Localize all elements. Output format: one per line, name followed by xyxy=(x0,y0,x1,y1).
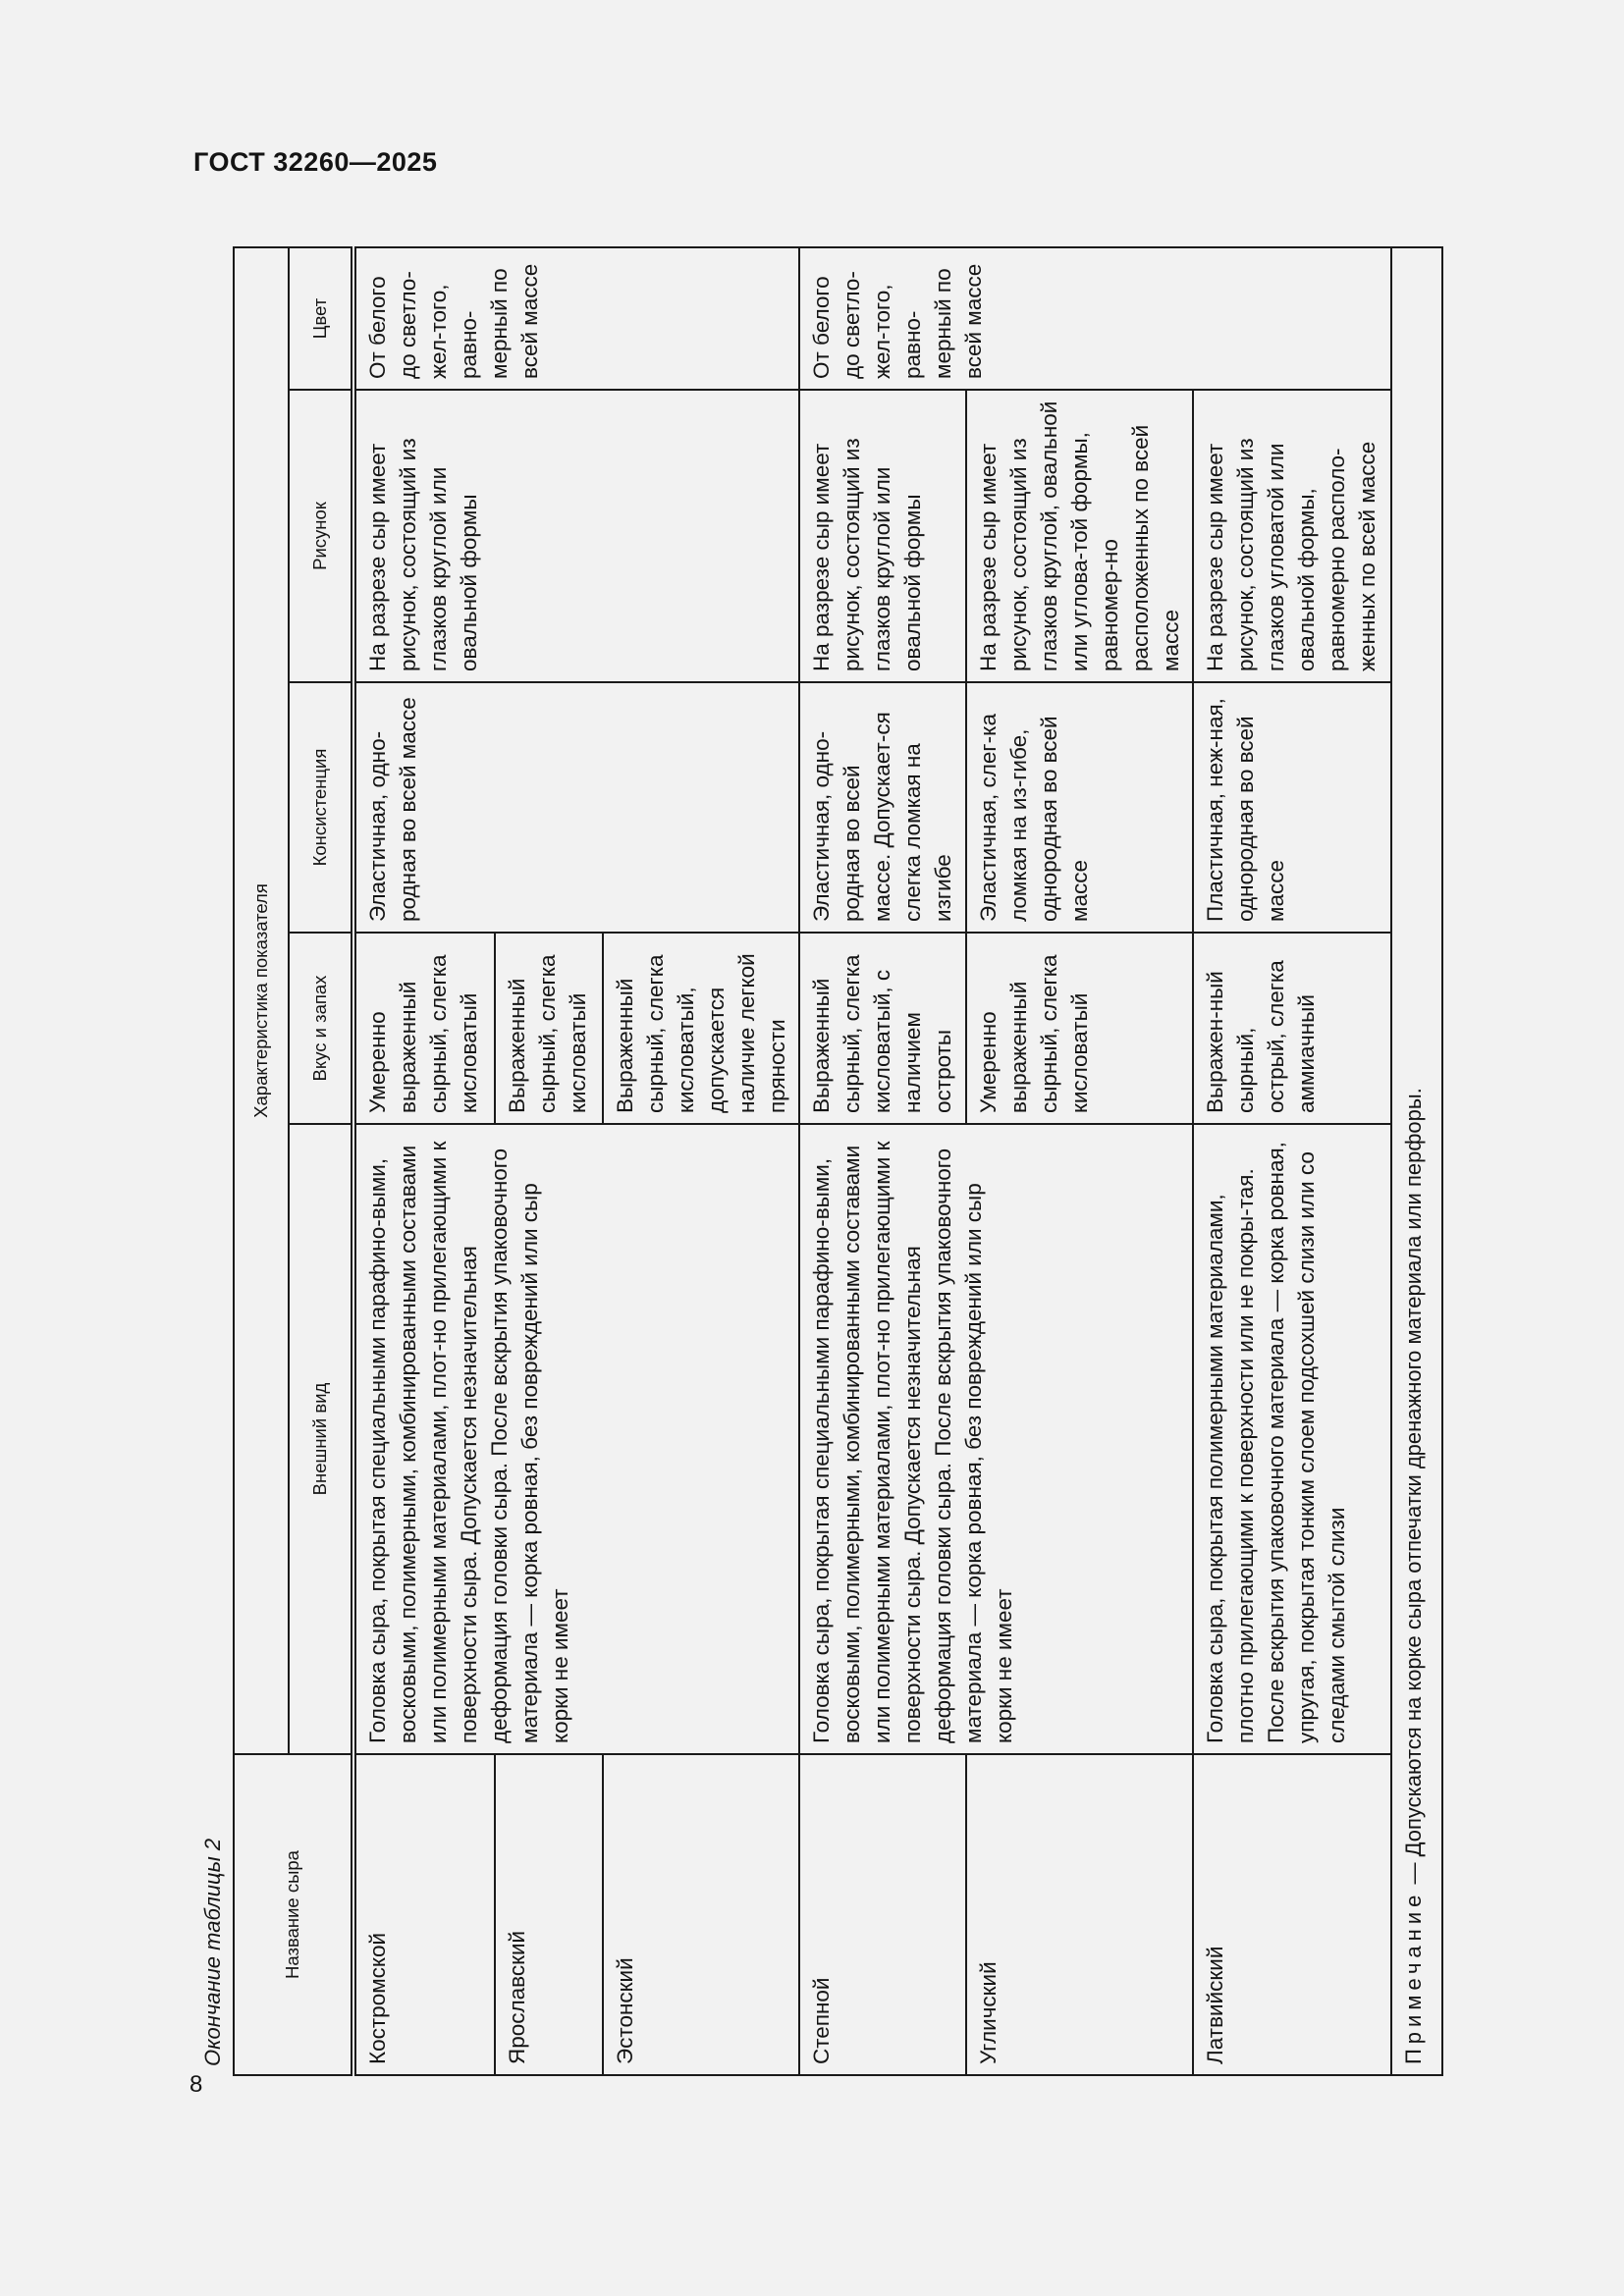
cell-name-uglichsky: Угличский xyxy=(966,1754,1193,2075)
table-row-kostromskoy xyxy=(353,247,495,2075)
header-appearance: Внешний вид xyxy=(289,1124,353,1754)
cell-taste-estonsky: Выраженный сырный, слегка кисловатый, допускается наличие легкой пряности xyxy=(603,933,799,1124)
header-taste: Вкус и запах xyxy=(289,933,353,1124)
cell-name-estonsky: Эстонский xyxy=(603,1754,799,2075)
table-row-latviysky xyxy=(1193,247,1391,2075)
note-label: Примечание xyxy=(1401,1890,1426,2064)
cell-name-kostromskoy: Костромской xyxy=(353,1754,495,2075)
cell-pattern-group1: На разрезе сыр имеет рисунок, состоящий из глазков круглой или овальной формы xyxy=(353,390,799,682)
table-note xyxy=(1391,247,1442,2075)
cell-appearance-latviysky: Головка сыра, покрытая полимерными материалами, плотно прилегающими к поверхности или не покры-тая. После вскрытия упаковочного материала — корка ровная, упругая, покрытая тонким слоем подсохшей слизи или со следами смытой слизи xyxy=(1193,1124,1391,1754)
cell-color-group1: От белого до светло-жел-того, равно-мерный по всей массе xyxy=(353,247,799,390)
cell-pattern-uglichsky: На разрезе сыр имеет рисунок, состоящий из глазков круглой, овальной или углова-той формы, равномер-но расположенных по всей массе xyxy=(966,390,1193,682)
cell-taste-kostromskoy: Умеренно выраженный сырный, слегка кисловатый xyxy=(353,933,495,1124)
header-color: Цвет xyxy=(289,247,353,390)
table-note-row xyxy=(1391,247,1442,2075)
document-header: ГОСТ 32260—2025 xyxy=(193,147,438,177)
cell-name-yaroslavsky: Ярославский xyxy=(495,1754,603,2075)
cell-taste-stepnoy: Выраженный сырный, слегка кисловатый, с наличием остроты xyxy=(799,933,966,1124)
page-number: 8 xyxy=(189,2071,203,2098)
cell-taste-yaroslavsky: Выраженный сырный, слегка кисловатый xyxy=(495,933,603,1124)
rotated-table-area xyxy=(194,211,1426,2076)
cell-consistency-latviysky: Пластичная, неж-ная, однородная во всей массе xyxy=(1193,682,1391,933)
table-caption: Окончание таблицы 2 xyxy=(200,1838,225,2066)
cell-pattern-stepnoy: На разрезе сыр имеет рисунок, состоящий из глазков круглой или овальной формы xyxy=(799,390,966,682)
header-group: Характеристика показателя xyxy=(234,247,289,1754)
header-row-top xyxy=(234,247,289,2075)
cell-name-latviysky: Латвийский xyxy=(1193,1754,1391,2075)
cell-appearance-group2: Головка сыра, покрытая специальными парафино-выми, восковыми, полимерными, комбинированными составами или полимерными материалами, плот-но прилегающими к поверхности сыра. Допускается незначительная деформация головки сыра. После вскрытия упаковочного материала — корка ровная, без повреждений или сыр корки не имеет xyxy=(799,1124,1193,1754)
cell-consistency-stepnoy: Эластичная, одно-родная во всей массе. Допускает-ся слегка ломкая на изгибе xyxy=(799,682,966,933)
note-text: — Допускаются на корке сыра отпечатки дренажного материала или перфоры. xyxy=(1401,1088,1426,1891)
cheese-characteristics-table xyxy=(233,246,1443,2076)
cell-taste-latviysky: Выражен-ный сырный, острый, слегка аммиачный xyxy=(1193,933,1391,1124)
cell-pattern-latviysky: На разрезе сыр имеет рисунок, состоящий из глазков угловатой или овальной формы, равномерно располо-женных по всей массе xyxy=(1193,390,1391,682)
cell-appearance-group1: Головка сыра, покрытая специальными парафино-выми, восковыми, полимерными, комбинированными составами или полимерными материалами, плот-но прилегающими к поверхности сыра. Допускается незначительная деформация головки сыра. После вскрытия упаковочного материала — корка ровная, без повреждений или сыр корки не имеет xyxy=(353,1124,799,1754)
header-name: Название сыра xyxy=(234,1754,353,2075)
table-row-stepnoy xyxy=(799,247,966,2075)
cell-consistency-uglichsky: Эластичная, слег-ка ломкая на из-гибе, однородная во всей массе xyxy=(966,682,1193,933)
cell-name-stepnoy: Степной xyxy=(799,1754,966,2075)
cell-color-group2: От белого до светло-жел-того, равно-мерный по всей массе xyxy=(799,247,1391,390)
header-pattern: Рисунок xyxy=(289,390,353,682)
cell-consistency-group1: Эластичная, одно-родная во всей массе xyxy=(353,682,799,933)
header-consistency: Консистенция xyxy=(289,682,353,933)
cell-taste-uglichsky: Умеренно выраженный сырный, слегка кисловатый xyxy=(966,933,1193,1124)
